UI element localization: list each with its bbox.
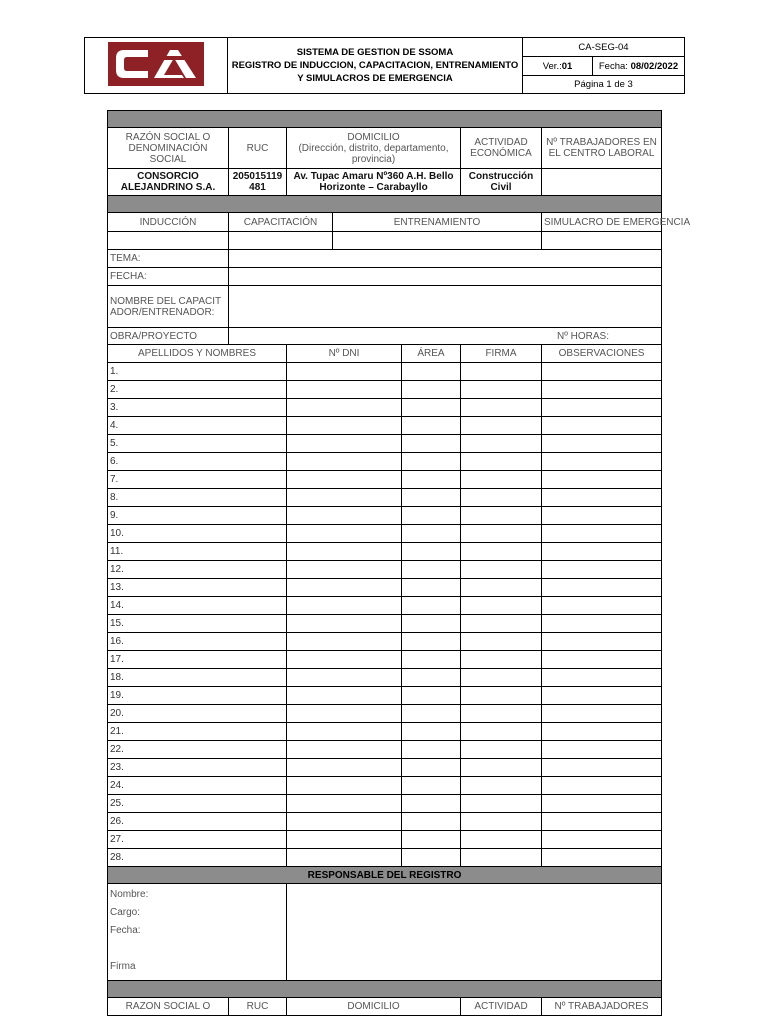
row-number[interactable]: 13.	[108, 579, 287, 597]
actividad-value[interactable]: Construcción Civil	[461, 169, 542, 196]
version-label: Ver.:	[542, 60, 562, 72]
observaciones-cell[interactable]	[542, 561, 662, 579]
tema-label: TEMA:	[108, 250, 229, 268]
capacitador-label: NOMBRE DEL CAPACITADOR/ENTRENADOR:	[108, 286, 229, 328]
table-row	[108, 399, 662, 417]
fecha-field[interactable]	[229, 268, 662, 286]
observaciones-cell[interactable]	[542, 633, 662, 651]
row-number[interactable]: 5.	[108, 435, 287, 453]
trabajadores-value[interactable]	[542, 169, 662, 196]
next-trabajadores-header: Nº TRABAJADORES	[542, 998, 662, 1016]
area-cell[interactable]	[402, 399, 461, 417]
firma-cell[interactable]	[461, 363, 542, 381]
fecha-resp-label: Fecha:	[110, 925, 141, 936]
area-cell[interactable]	[402, 435, 461, 453]
responsible-fields[interactable]	[108, 884, 287, 981]
type-induccion: INDUCCIÓN	[108, 213, 229, 232]
observaciones-cell[interactable]	[542, 399, 662, 417]
actividad-header: ACTIVIDAD ECONÓMICA	[461, 128, 542, 169]
table-row	[108, 381, 662, 399]
dni-cell[interactable]	[287, 453, 402, 471]
row-number[interactable]: 18.	[108, 669, 287, 687]
title-line-2: REGISTRO DE INDUCCION, CAPACITACION, ENTRENAMIENTO	[231, 60, 519, 71]
area-cell[interactable]	[402, 723, 461, 741]
observaciones-cell[interactable]	[542, 741, 662, 759]
capacitacion-mark[interactable]	[229, 232, 333, 250]
observaciones-cell[interactable]	[542, 507, 662, 525]
employer-header-row	[108, 128, 662, 169]
row-number[interactable]: 4.	[108, 417, 287, 435]
row-number[interactable]: 25.	[108, 795, 287, 813]
observaciones-cell[interactable]	[542, 795, 662, 813]
dni-cell[interactable]	[287, 633, 402, 651]
dni-cell[interactable]	[287, 471, 402, 489]
dni-cell[interactable]	[287, 543, 402, 561]
table-row	[108, 831, 662, 849]
page-number: Página 1 de 3	[523, 76, 685, 94]
version-value: 01	[561, 60, 573, 72]
tema-row	[108, 250, 662, 268]
dni-cell[interactable]	[287, 597, 402, 615]
dni-header: Nº DNI	[287, 345, 402, 363]
cargo-label: Cargo:	[110, 907, 141, 918]
horas-label: Nº HORAS:	[557, 330, 609, 342]
dni-cell[interactable]	[287, 687, 402, 705]
observaciones-cell[interactable]	[542, 777, 662, 795]
registration-form	[107, 110, 691, 1016]
capacitador-row	[108, 286, 662, 328]
table-row	[108, 579, 662, 597]
type-entrenamiento: ENTRENAMIENTO	[333, 213, 542, 232]
capacitador-field[interactable]	[229, 286, 662, 328]
attendance-rows	[108, 363, 662, 867]
observaciones-cell[interactable]	[542, 525, 662, 543]
observaciones-cell[interactable]	[542, 579, 662, 597]
next-domicilio-header: DOMICILIO	[287, 998, 461, 1016]
row-number[interactable]: 9.	[108, 507, 287, 525]
next-razon-header: RAZON SOCIAL O	[108, 998, 229, 1016]
firma-cell[interactable]	[461, 525, 542, 543]
observaciones-cell[interactable]	[542, 651, 662, 669]
domicilio-header	[287, 128, 461, 169]
gray-separator-1	[108, 196, 662, 213]
firma-cell[interactable]	[461, 615, 542, 633]
row-number[interactable]: 12.	[108, 561, 287, 579]
observaciones-cell[interactable]	[542, 453, 662, 471]
table-row	[108, 561, 662, 579]
firma-cell[interactable]	[461, 687, 542, 705]
area-cell[interactable]	[402, 669, 461, 687]
type-checkbox-row	[108, 232, 662, 250]
gray-bar	[108, 111, 662, 128]
table-row	[108, 741, 662, 759]
obra-horas-cell[interactable]	[229, 328, 662, 345]
next-actividad-header: ACTIVIDAD	[461, 998, 542, 1016]
razon-social-header: RAZÓN SOCIAL O DENOMINACIÓN SOCIAL	[108, 128, 229, 169]
employer-value-row	[108, 169, 662, 196]
row-number[interactable]: 15.	[108, 615, 287, 633]
observaciones-cell[interactable]	[542, 723, 662, 741]
attendance-header-row	[108, 345, 662, 363]
row-number[interactable]: 1.	[108, 363, 287, 381]
firma-cell[interactable]	[461, 831, 542, 849]
area-cell[interactable]	[402, 741, 461, 759]
table-row	[108, 597, 662, 615]
firma-cell[interactable]	[461, 579, 542, 597]
domicilio-value[interactable]: Av. Tupac Amaru Nº360 A.H. Bello Horizonte – Carabayllo	[287, 169, 461, 196]
dni-cell[interactable]	[287, 561, 402, 579]
obra-row	[108, 328, 662, 345]
row-number[interactable]: 23.	[108, 759, 287, 777]
dni-cell[interactable]	[287, 363, 402, 381]
dni-cell[interactable]	[287, 399, 402, 417]
responsible-title-row	[108, 867, 662, 884]
area-cell[interactable]	[402, 579, 461, 597]
domicilio-subtitle: (Dirección, distrito, departamento, provincia)	[298, 142, 449, 165]
document-header	[84, 37, 685, 94]
observaciones-cell[interactable]	[542, 435, 662, 453]
firma-cell[interactable]	[461, 507, 542, 525]
observaciones-cell[interactable]	[542, 813, 662, 831]
firma-cell[interactable]	[461, 651, 542, 669]
firma-cell[interactable]	[461, 795, 542, 813]
dni-cell[interactable]	[287, 705, 402, 723]
area-cell[interactable]	[402, 831, 461, 849]
table-row	[108, 795, 662, 813]
type-capacitacion: CAPACITACIÓN	[229, 213, 333, 232]
area-cell[interactable]	[402, 561, 461, 579]
fecha-label: FECHA:	[108, 268, 229, 286]
gray-bar	[108, 196, 662, 213]
dni-cell[interactable]	[287, 381, 402, 399]
row-number[interactable]: 8.	[108, 489, 287, 507]
dni-cell[interactable]	[287, 741, 402, 759]
area-cell[interactable]	[402, 417, 461, 435]
observaciones-cell[interactable]	[542, 615, 662, 633]
firma-header: FIRMA	[461, 345, 542, 363]
nombre-label: Nombre:	[110, 889, 149, 900]
area-cell[interactable]	[402, 471, 461, 489]
type-simulacro: SIMULACRO DE EMERGENCIA	[542, 213, 662, 232]
table-row	[108, 615, 662, 633]
firma-cell[interactable]	[461, 741, 542, 759]
firma-cell[interactable]	[461, 417, 542, 435]
gray-separator-2	[108, 981, 662, 998]
firma-cell[interactable]	[461, 561, 542, 579]
area-cell[interactable]	[402, 849, 461, 867]
row-number[interactable]: 27.	[108, 831, 287, 849]
document-title	[228, 38, 523, 94]
area-cell[interactable]	[402, 525, 461, 543]
observaciones-cell[interactable]	[542, 471, 662, 489]
table-row	[108, 435, 662, 453]
table-row	[108, 777, 662, 795]
spacer	[110, 940, 284, 958]
firma-cell[interactable]	[461, 453, 542, 471]
date-value: 08/02/2022	[630, 60, 679, 72]
row-number[interactable]: 28.	[108, 849, 287, 867]
firma-cell[interactable]	[461, 489, 542, 507]
area-cell[interactable]	[402, 453, 461, 471]
observaciones-cell[interactable]	[542, 687, 662, 705]
firma-cell[interactable]	[461, 669, 542, 687]
area-cell[interactable]	[402, 705, 461, 723]
table-row	[108, 723, 662, 741]
dni-cell[interactable]	[287, 669, 402, 687]
area-cell[interactable]	[402, 381, 461, 399]
dni-cell[interactable]	[287, 615, 402, 633]
date-label: Fecha:	[598, 60, 628, 72]
firma-cell[interactable]	[461, 723, 542, 741]
area-cell[interactable]	[402, 597, 461, 615]
table-row	[108, 525, 662, 543]
firma-cell[interactable]	[461, 543, 542, 561]
table-row	[108, 759, 662, 777]
row-number[interactable]: 14.	[108, 597, 287, 615]
area-cell[interactable]	[402, 813, 461, 831]
dni-cell[interactable]	[287, 849, 402, 867]
entrenamiento-mark[interactable]	[333, 232, 542, 250]
table-row	[108, 849, 662, 867]
dni-cell[interactable]	[287, 723, 402, 741]
firma-cell[interactable]	[461, 777, 542, 795]
row-number[interactable]: 17.	[108, 651, 287, 669]
firma-cell[interactable]	[461, 813, 542, 831]
table-row	[108, 687, 662, 705]
row-number[interactable]: 22.	[108, 741, 287, 759]
dni-cell[interactable]	[287, 777, 402, 795]
responsible-signature-area[interactable]	[287, 884, 662, 981]
table-row	[108, 813, 662, 831]
simulacro-mark[interactable]	[542, 232, 662, 250]
next-header-row	[108, 998, 662, 1016]
firma-cell[interactable]	[461, 849, 542, 867]
gray-bar	[108, 981, 662, 998]
table-row	[108, 417, 662, 435]
dni-cell[interactable]	[287, 417, 402, 435]
observaciones-header: OBSERVACIONES	[542, 345, 662, 363]
ruc-value[interactable]: 205015119 481	[229, 169, 287, 196]
area-cell[interactable]	[402, 633, 461, 651]
area-cell[interactable]	[402, 615, 461, 633]
table-row	[108, 489, 662, 507]
responsible-title: RESPONSABLE DEL REGISTRO	[108, 867, 662, 884]
firma-cell[interactable]	[461, 633, 542, 651]
area-cell[interactable]	[402, 777, 461, 795]
firma-cell[interactable]	[461, 381, 542, 399]
row-number[interactable]: 7.	[108, 471, 287, 489]
dni-cell[interactable]	[287, 525, 402, 543]
dni-cell[interactable]	[287, 651, 402, 669]
ruc-header: RUC	[229, 128, 287, 169]
apellidos-header: APELLIDOS Y NOMBRES	[108, 345, 287, 363]
top-gray-bar	[108, 111, 662, 128]
row-number[interactable]: 10.	[108, 525, 287, 543]
row-number[interactable]: 11.	[108, 543, 287, 561]
row-number[interactable]: 19.	[108, 687, 287, 705]
observaciones-cell[interactable]	[542, 363, 662, 381]
observaciones-cell[interactable]	[542, 831, 662, 849]
row-number[interactable]: 2.	[108, 381, 287, 399]
observaciones-cell[interactable]	[542, 417, 662, 435]
area-cell[interactable]	[402, 363, 461, 381]
row-number[interactable]: 20.	[108, 705, 287, 723]
trabajadores-header: Nº TRABAJADORES EN EL CENTRO LABORAL	[542, 128, 662, 169]
date-cell	[593, 57, 685, 76]
dni-cell[interactable]	[287, 813, 402, 831]
area-cell[interactable]	[402, 795, 461, 813]
dni-cell[interactable]	[287, 831, 402, 849]
observaciones-cell[interactable]	[542, 597, 662, 615]
row-number[interactable]: 6.	[108, 453, 287, 471]
dni-cell[interactable]	[287, 435, 402, 453]
row-number[interactable]: 26.	[108, 813, 287, 831]
row-number[interactable]: 21.	[108, 723, 287, 741]
area-cell[interactable]	[402, 507, 461, 525]
firma-cell[interactable]	[461, 597, 542, 615]
area-cell[interactable]	[402, 687, 461, 705]
area-cell[interactable]	[402, 759, 461, 777]
area-cell[interactable]	[402, 651, 461, 669]
firma-cell[interactable]	[461, 705, 542, 723]
dni-cell[interactable]	[287, 507, 402, 525]
observaciones-cell[interactable]	[542, 705, 662, 723]
ca-logo-icon	[108, 42, 204, 86]
fecha-row	[108, 268, 662, 286]
observaciones-cell[interactable]	[542, 759, 662, 777]
company-logo	[85, 38, 228, 94]
responsible-row	[108, 884, 662, 981]
table-row	[108, 669, 662, 687]
firma-cell[interactable]	[461, 435, 542, 453]
table-row	[108, 453, 662, 471]
document-code: CA-SEG-04	[523, 38, 685, 57]
observaciones-cell[interactable]	[542, 381, 662, 399]
table-row	[108, 471, 662, 489]
area-cell[interactable]	[402, 543, 461, 561]
table-row	[108, 543, 662, 561]
firma-cell[interactable]	[461, 399, 542, 417]
domicilio-title: DOMICILIO	[347, 131, 400, 143]
firma-label: Firma	[110, 961, 136, 972]
observaciones-cell[interactable]	[542, 849, 662, 867]
firma-cell[interactable]	[461, 471, 542, 489]
next-ruc-header: RUC	[229, 998, 287, 1016]
firma-cell[interactable]	[461, 759, 542, 777]
table-row	[108, 633, 662, 651]
title-line-3: Y SIMULACROS DE EMERGENCIA	[297, 73, 453, 84]
tema-field[interactable]	[229, 250, 662, 268]
title-line-1: SISTEMA DE GESTION DE SSOMA	[296, 47, 454, 58]
table-row	[108, 651, 662, 669]
table-row	[108, 363, 662, 381]
table-row	[108, 705, 662, 723]
dni-cell[interactable]	[287, 579, 402, 597]
type-header-row	[108, 213, 662, 232]
area-cell[interactable]	[402, 489, 461, 507]
obra-label: OBRA/PROYECTO	[108, 328, 229, 345]
row-number[interactable]: 16.	[108, 633, 287, 651]
dni-cell[interactable]	[287, 759, 402, 777]
observaciones-cell[interactable]	[542, 669, 662, 687]
induccion-mark[interactable]	[108, 232, 229, 250]
version-cell	[523, 57, 593, 76]
area-header: ÁREA	[402, 345, 461, 363]
dni-cell[interactable]	[287, 489, 402, 507]
dni-cell[interactable]	[287, 795, 402, 813]
table-row	[108, 507, 662, 525]
observaciones-cell[interactable]	[542, 489, 662, 507]
row-number[interactable]: 24.	[108, 777, 287, 795]
observaciones-cell[interactable]	[542, 543, 662, 561]
razon-social-value[interactable]: CONSORCIO ALEJANDRINO S.A.	[108, 169, 229, 196]
row-number[interactable]: 3.	[108, 399, 287, 417]
